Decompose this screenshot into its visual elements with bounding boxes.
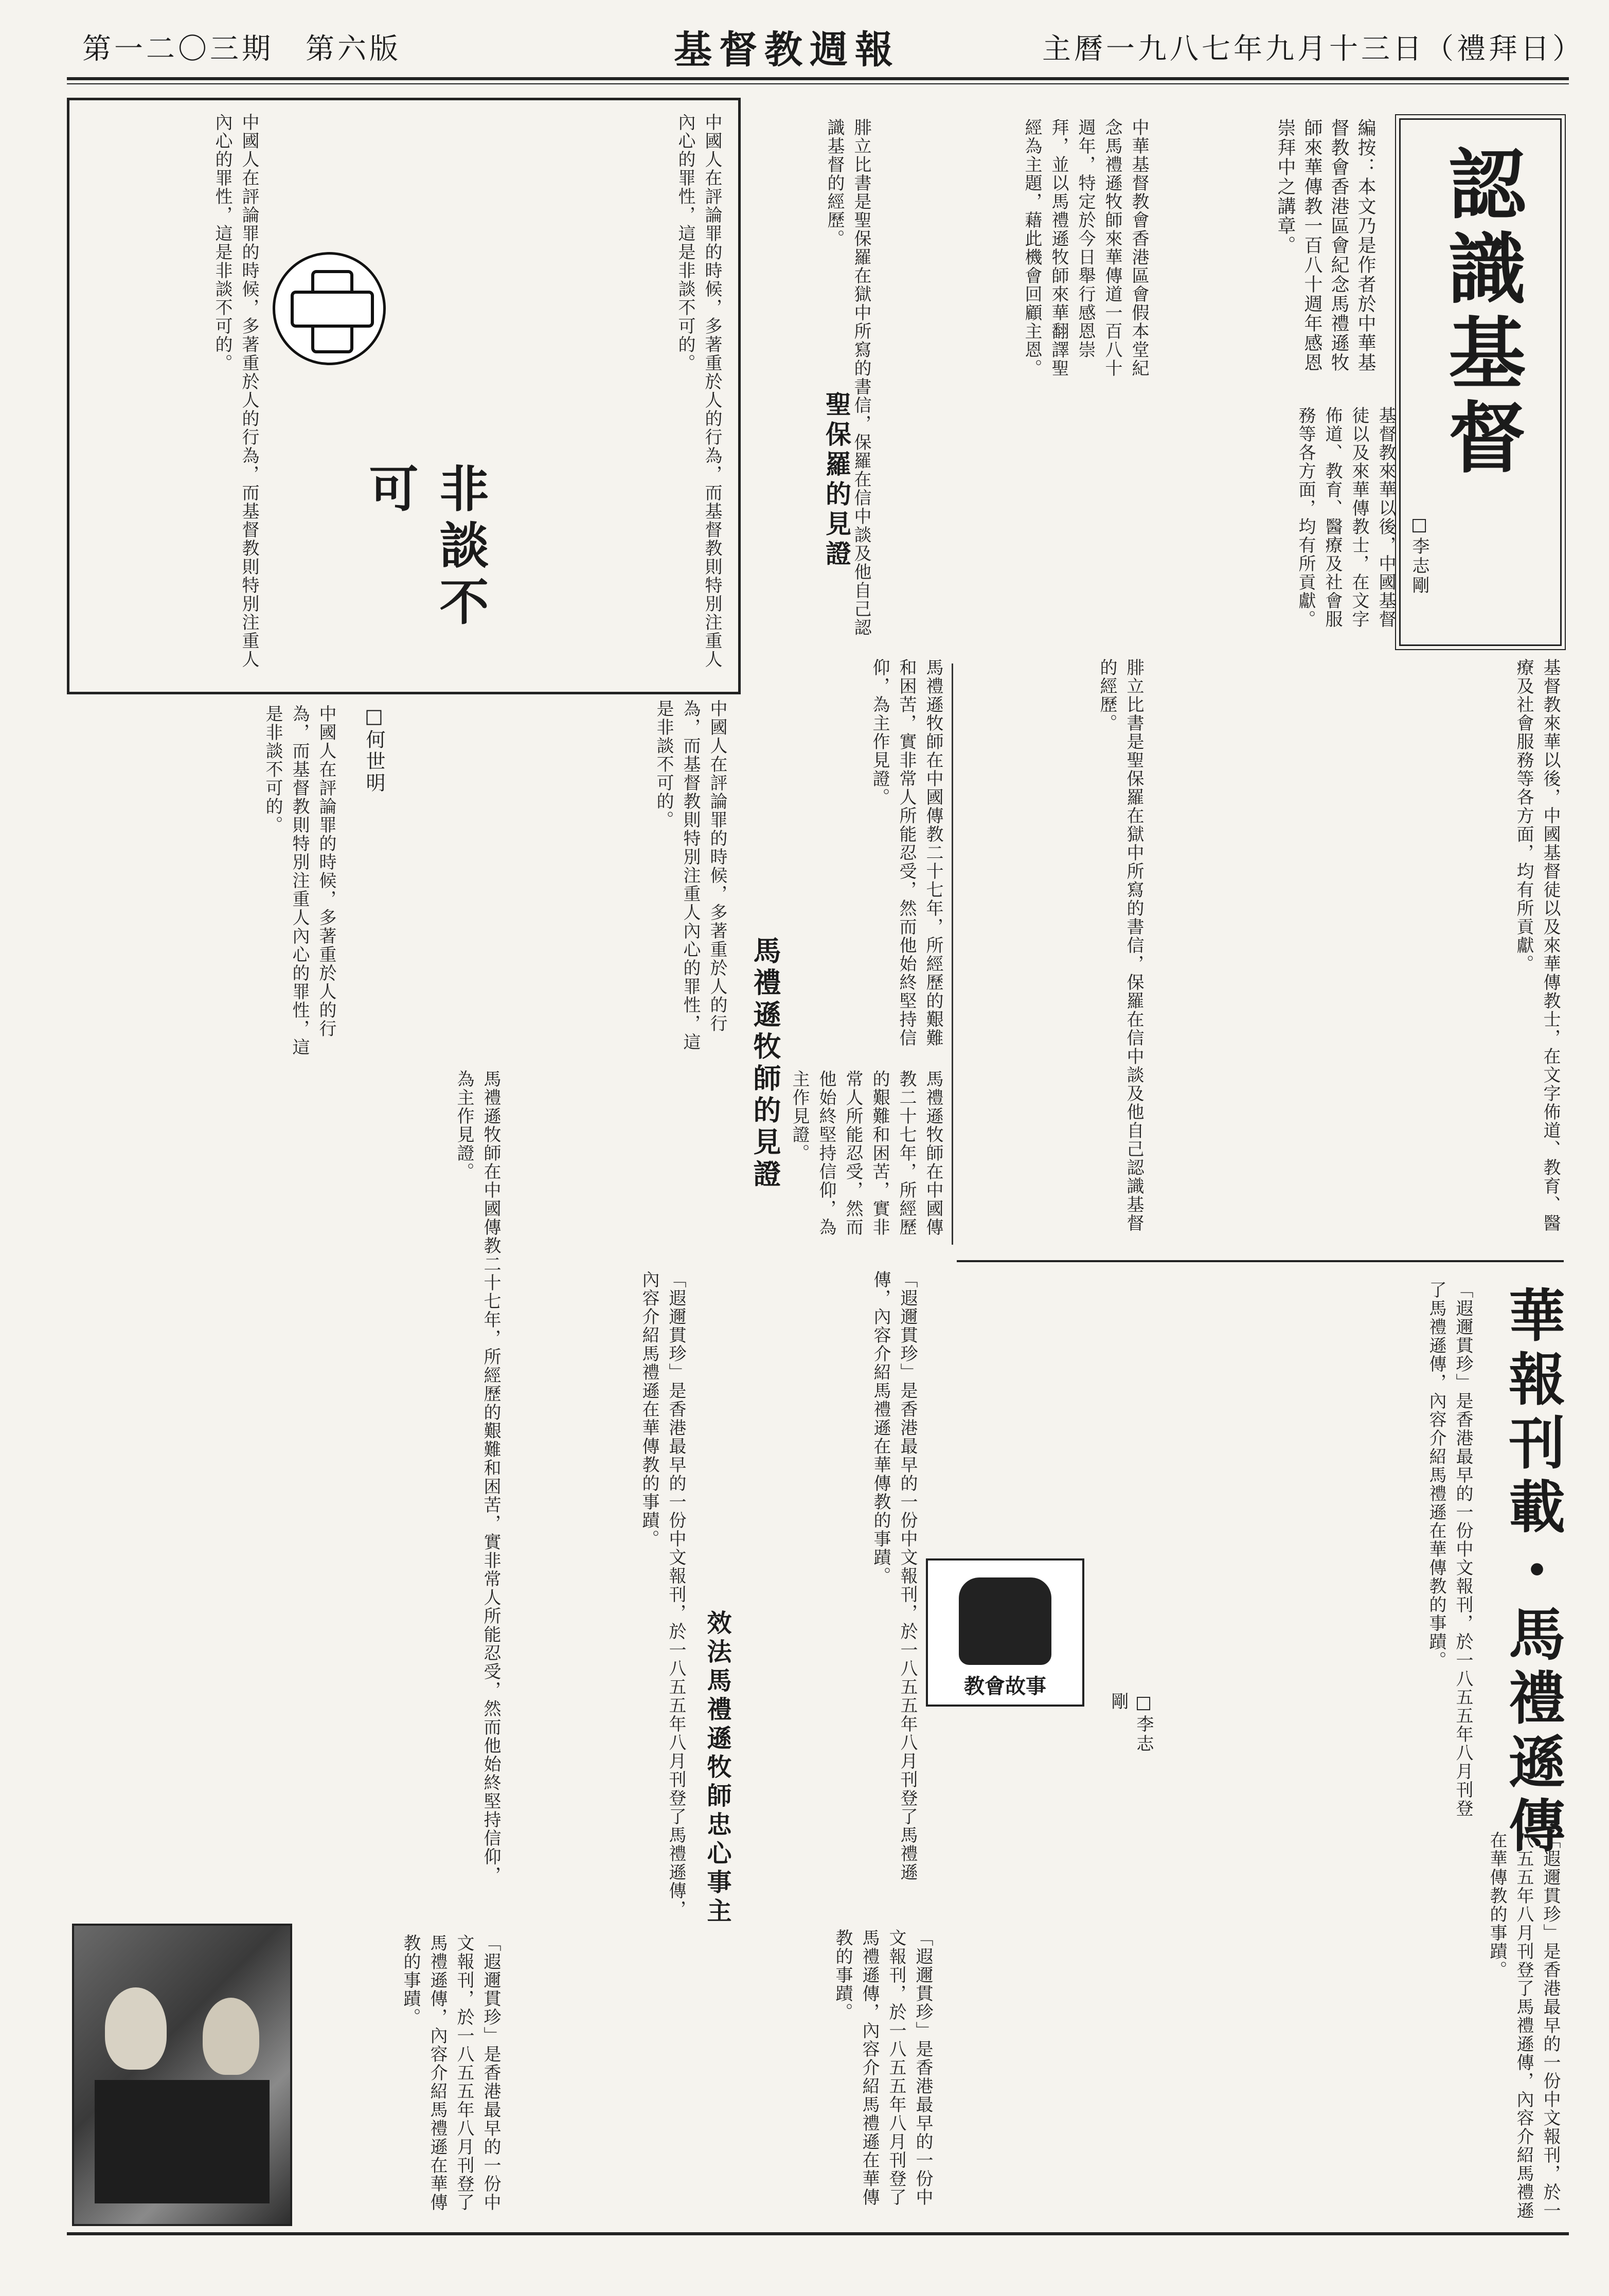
not-avoid-title: 非談不可 <box>361 463 490 633</box>
morrison-witness-body-2: 馬禮遜牧師在中國傳教二十七年，所經歷的艱難和困苦，實非常人所能忍受，然而他始終堅持信仰，為主作見證。 <box>789 1070 943 1236</box>
footer-rule <box>67 2232 1569 2235</box>
masthead-rule <box>67 77 1569 80</box>
morrison-witness-body-3: 馬禮遜牧師在中國傳教二十七年，所經歷的艱難和困苦，實非常人所能忍受，然而他始終堅持信仰，為主作見證。 <box>454 1070 501 1885</box>
follow-body-3: 「遐邇貫珍」是香港最早的一份中文報刊，於一八五五年八月刊登了馬禮遜傳，內容介紹馬禮遜在華傳教的事蹟。 <box>832 1929 933 2207</box>
publication-logo <box>273 252 386 365</box>
morrison-witness-body-1: 馬禮遜牧師在中國傳教二十七年，所經歷的艱難和困苦，實非常人所能忍受，然而他始終堅持信仰，為主作見證。 <box>869 658 943 1047</box>
know-christ-body-cont-2: 腓立比書是聖保羅在獄中所寫的書信，保羅在信中談及他自己認識基督的經歷。 <box>1097 658 1144 1232</box>
hand-caption: 教會故事 <box>964 1674 1046 1698</box>
masthead-issue: 第一二〇三期 第六版 <box>82 32 401 66</box>
not-avoid-body-right: 中國人在評論罪的時候，多著重於人的行為，而基督教則特別注重人內心的罪性，這是非談不可的。 <box>675 113 722 669</box>
column-divider <box>952 663 953 1245</box>
know-christ-body-2: 基督教來華以後，中國基督徒以及來華傳教士，在文字佈道、教育、醫療及社會服務等各方面，均有所貢獻。 <box>1295 406 1396 629</box>
not-avoid-body-cont-2: 中國人在評論罪的時候，多著重於人的行為，而基督教則特別注重人內心的罪性，這是非談不可的。 <box>653 699 727 1051</box>
know-christ-title: 認識基督 <box>1435 144 1526 481</box>
morrison-witness-title: 馬禮遜牧師的見證 <box>749 936 782 1191</box>
follow-title: 效法馬禮遜牧師忠心事主 <box>703 1610 731 1927</box>
paul-witness-subtitle: 聖保羅的見證 <box>821 391 852 570</box>
not-avoid-author: □何世明 <box>363 705 385 794</box>
know-christ-body-cont: 基督教來華以後，中國基督徒以及來華傳教士，在文字佈道、教育、醫療及社會服務等各方面，均有所貢獻。 <box>1513 658 1561 1232</box>
figure-head-left <box>105 1987 167 2070</box>
masthead-date: 主曆一九八七年九月十三日（禮拜日） <box>1042 32 1584 66</box>
hand-icon <box>959 1577 1051 1665</box>
cross-bar-icon <box>291 291 374 328</box>
follow-body-4: 「遐邇貫珍」是香港最早的一份中文報刊，於一八五五年八月刊登了馬禮遜傳，內容介紹馬禮遜在華傳教的事蹟。 <box>400 1934 501 2212</box>
follow-body-1: 「遐邇貫珍」是香港最早的一份中文報刊，於一八五五年八月刊登了馬禮遜傳，內容介紹馬禮遜在華傳教的事蹟。 <box>870 1270 918 1881</box>
masthead-title: 基督教週報 <box>674 28 900 72</box>
not-avoid-body-left: 中國人在評論罪的時候，多著重於人的行為，而基督教則特別注重人內心的罪性，這是非談不可的。 <box>212 113 259 669</box>
not-avoid-body-cont: 中國人在評論罪的時候，多著重於人的行為，而基督教則特別注重人內心的罪性，這是非談不可的。 <box>262 705 336 1056</box>
newspaper-title: 華報刊載・馬禮遜傳 <box>1499 1286 1566 1860</box>
know-christ-body-3: 腓立比書是聖保羅在獄中所寫的書信，保羅在信中談及他自己認識基督的經歷。 <box>824 118 871 637</box>
figure-head-right <box>203 1998 259 2075</box>
know-christ-body-1: 中華基督教會香港區會假本堂紀念馬禮遜牧師來華傳道一百八十週年，特定於今日舉行感恩崇拜，並以馬禮遜牧師來華翻譯聖經為主題，藉此機會回顧主恩。 <box>1022 118 1149 378</box>
know-christ-editor-note: 編按：本文乃是作者於中華基督教會香港區會紀念馬禮遜牧師來華傳教一百八十週年感恩崇拜中之講章。 <box>1275 118 1376 372</box>
section-rule <box>957 1260 1564 1262</box>
follow-body-2: 「遐邇貫珍」是香港最早的一份中文報刊，於一八五五年八月刊登了馬禮遜傳，內容介紹馬禮遜在華傳教的事蹟。 <box>639 1270 686 1918</box>
masthead-rule-thin <box>67 83 1569 84</box>
know-christ-author: □李志剛 <box>1409 514 1429 596</box>
morrison-photo <box>72 1924 292 2226</box>
story-hand-graphic <box>926 1558 1084 1707</box>
newspaper-body-1: 「遐邇貫珍」是香港最早的一份中文報刊，於一八五五年八月刊登了馬禮遜傳，內容介紹馬禮遜在華傳教的事蹟。 <box>1426 1281 1473 1818</box>
newspaper-author: □李志剛 <box>1108 1692 1154 1754</box>
figures-body <box>95 2080 270 2203</box>
newspaper-body-2: 「遐邇貫珍」是香港最早的一份中文報刊，於一八五五年八月刊登了馬禮遜傳，內容介紹馬禮遜在華傳教的事蹟。 <box>1487 1831 1561 2220</box>
